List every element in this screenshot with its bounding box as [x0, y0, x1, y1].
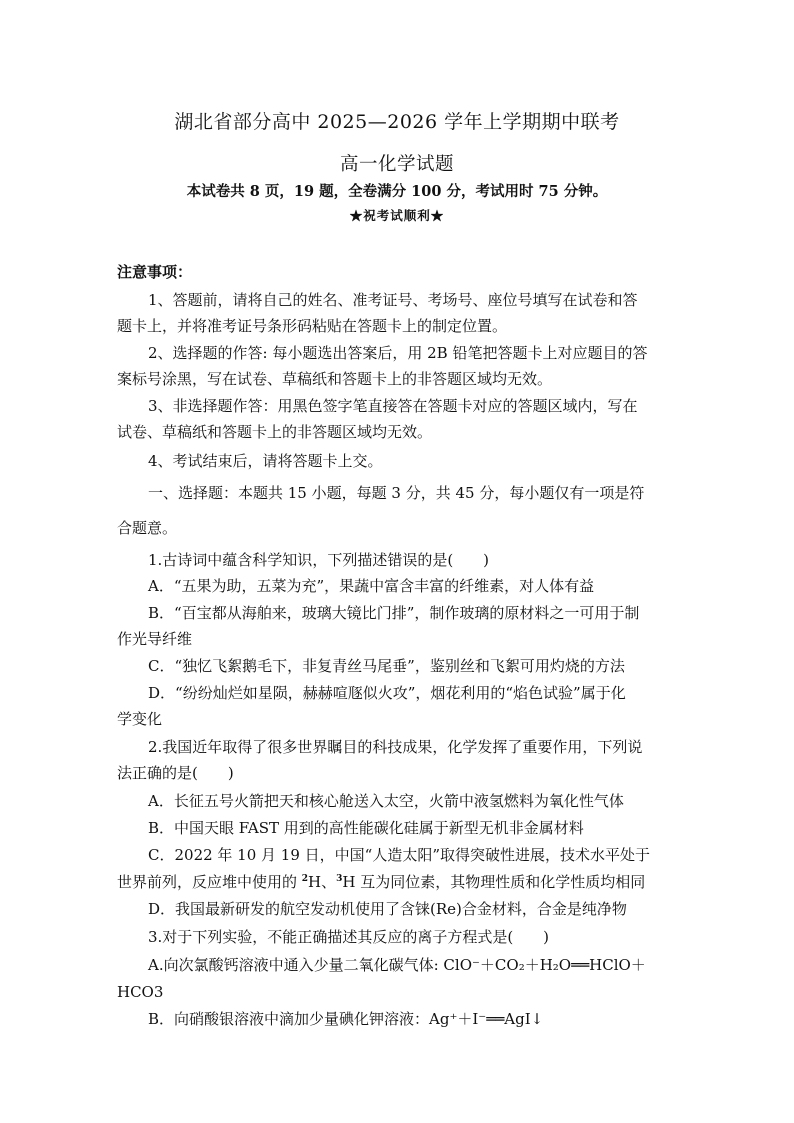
note-line: 案标号涂黑，写在试卷、草稿纸和答题卡上的非答题区域均无效。 — [117, 370, 553, 388]
c2-post: H 互为同位素，其物理性质和化学性质均相同 — [342, 873, 646, 891]
notes-heading: 注意事项： — [117, 263, 193, 281]
exam-title: 湖北省部分高中 2025—2026 学年上学期期中联考 — [174, 111, 620, 133]
note-line: 3、非选择题作答：用黑色签字笔直接答在答题卡对应的答题区域内，写在 — [148, 397, 638, 415]
note-line: 1、答题前，请将自己的姓名、准考证号、考场号、座位号填写在试卷和答 — [148, 291, 638, 309]
isotope-3-sup: 3 — [336, 874, 343, 884]
c2-pre: 世界前列，反应堆中使用的 — [117, 873, 302, 891]
question-1-stem: 1.古诗词中蕴含科学知识，下列描述错误的是( ) — [148, 551, 490, 569]
note-line: 2、选择题的作答: 每小题选出答案后，用 2B 铅笔把答题卡上对应题目的答 — [148, 344, 648, 362]
question-1-option-d-cont: 学变化 — [117, 710, 163, 728]
isotope-2-sup: 2 — [301, 874, 309, 884]
question-1-option-c: C．“独忆飞絮鹅毛下，非复青丝马尾垂”，鉴别丝和飞絮可用灼烧的方法 — [148, 657, 625, 675]
note-line: 4、考试结束后，请将答题卡上交。 — [148, 452, 383, 470]
question-1-option-a: A．“五果为助，五菜为充”，果蔬中富含丰富的纤维素，对人体有益 — [148, 577, 595, 595]
exam-subtitle: 高一化学试题 — [339, 154, 454, 175]
exam-info: 本试卷共 8 页，19 题，全卷满分 100 分，考试用时 75 分钟。 — [186, 183, 608, 200]
question-2-option-d: D．我国最新研发的航空发动机使用了含铼(Re)合金材料，合金是纯净物 — [148, 900, 627, 918]
note-line: 试卷、草稿纸和答题卡上的非答题区域均无效。 — [117, 423, 433, 441]
question-3-option-a: A.向次氯酸钙溶液中通入少量二氧化碳气体: ClO⁻＋CO₂＋H₂O══HClO＋ — [148, 956, 646, 974]
question-3-option-a-cont: HCO3 — [117, 983, 164, 1001]
question-1-option-b-cont: 作光导纤维 — [117, 630, 193, 648]
section-heading-cont: 合题意。 — [117, 519, 178, 537]
question-2-stem: 2.我国近年取得了很多世界瞩目的科技成果，化学发挥了重要作用，下列说 — [148, 738, 643, 756]
question-2-stem-cont: 法正确的是( ) — [117, 764, 234, 782]
question-2-option-a: A．长征五号火箭把天和核心舱送入太空，火箭中液氢燃料为氧化性气体 — [148, 792, 624, 810]
exam-wish: ★祝考试顺利★ — [349, 208, 445, 223]
c2-mid: H、 — [308, 873, 337, 891]
question-3-stem: 3.对于下列实验，不能正确描述其反应的离子方程式是( ) — [148, 928, 550, 946]
question-2-option-c: C．2022 年 10 月 19 日，中国“人造太阳”取得突破性进展，技术水平处于 — [148, 846, 651, 864]
question-3-option-b: B．向硝酸银溶液中滴加少量碘化钾溶液：Ag⁺＋I⁻══AgI↓ — [148, 1010, 544, 1028]
question-1-option-d: D．“纷纷灿烂如星陨，赫赫喧豗似火攻”，烟花利用的“焰色试验”属于化 — [148, 684, 626, 702]
question-2-option-c-cont — [117, 872, 645, 892]
section-heading: 一、选择题：本题共 15 小题，每题 3 分，共 45 分，每小题仅有一项是符 — [148, 484, 645, 502]
note-line: 题卡上，并将准考证号条形码粘贴在答题卡上的制定位置。 — [117, 317, 508, 335]
question-2-option-b: B．中国天眼 FAST 用到的高性能碳化硅属于新型无机非金属材料 — [148, 819, 584, 837]
question-1-option-b: B．“百宝都从海舶来，玻璃大镜比门排”，制作玻璃的原材料之一可用于制 — [148, 604, 640, 622]
